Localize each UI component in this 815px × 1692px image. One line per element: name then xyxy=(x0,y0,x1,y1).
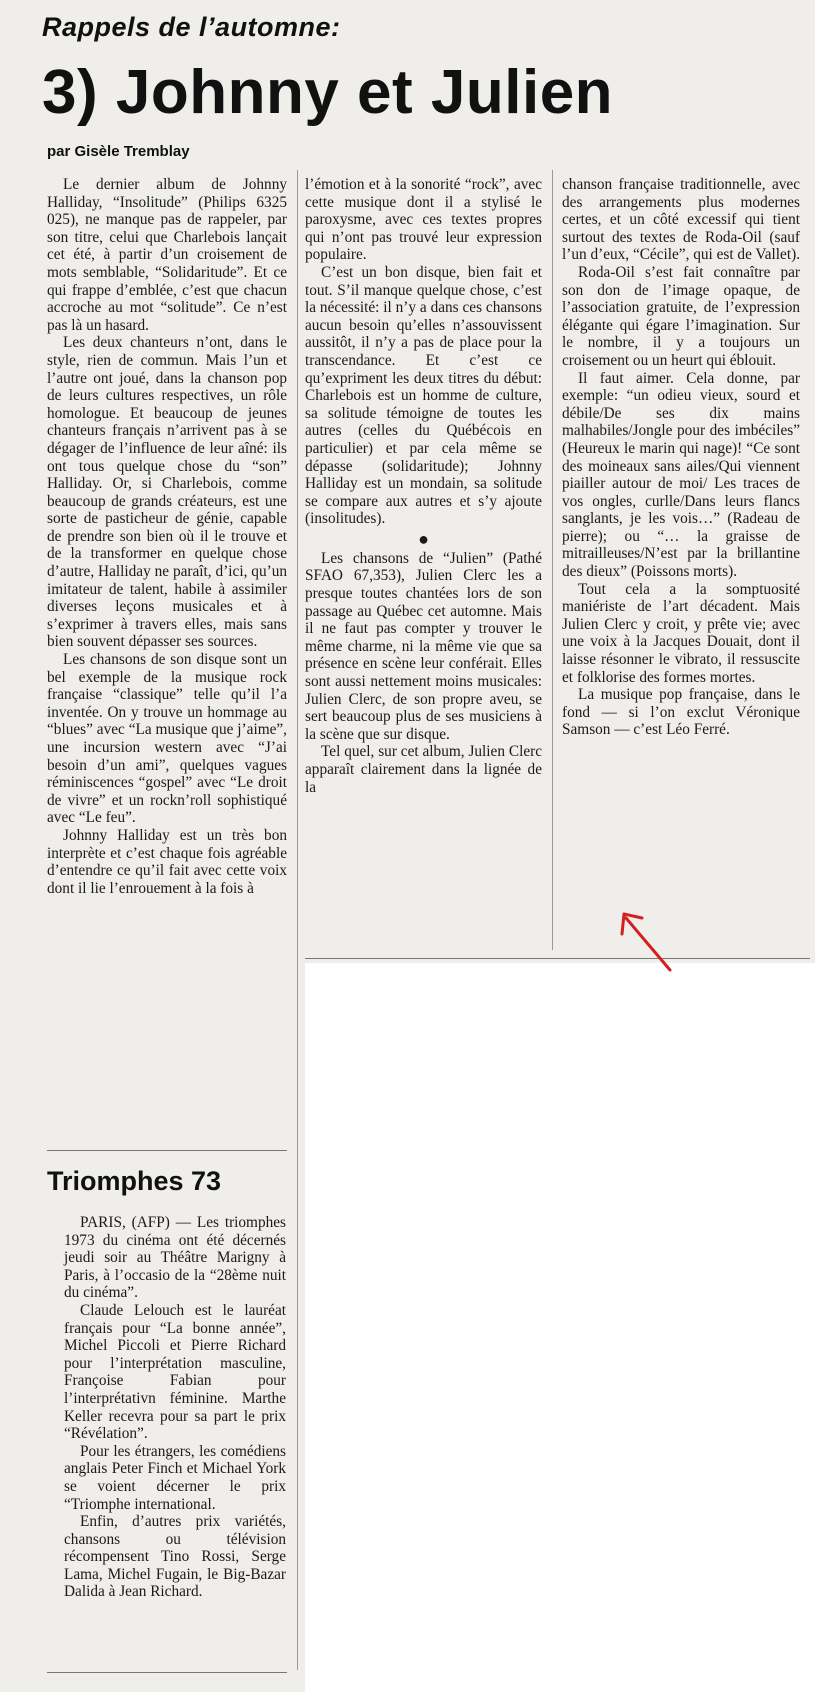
column-divider xyxy=(552,170,553,950)
brief-column xyxy=(64,1214,286,1601)
paragraph: Roda-Oil s’est fait connaître par son don de l’image opaque, de l’association gratuite, de l’expression élégante qui égare l’imagination. Sur le nombre, il y a toujours un croisement ou un heurt qui éblouit. xyxy=(562,263,800,369)
paragraph: Claude Lelouch est le lauréat français pour “La bonne année”, Michel Piccoli et Pierre Richard pour l’interprétation masculine, Françoise Fabian pour l’interprétativn féminine. Marthe Keller recevra pour sa part le prix “Révélation”. xyxy=(64,1301,286,1443)
paragraph: Tout cela a la somptuosité maniériste de l’art décadent. Mais Julien Clerc y croit, y prête vie; avec une voix à la Jacques Douait, dont il laisse résonner le vibrato, il ressuscite et folklorise des formes mortes. xyxy=(562,580,800,686)
paragraph: Les deux chanteurs n’ont, dans le style, rien de commun. Mais l’un et l’autre ont joué, dans la chanson pop de leurs cultures respectives, un rôle homologue. Et beaucoup de jeunes chanteurs français n’arrivent pas à se dégager de l’influence de leur aîné: ils ont tous quelque chose du “son” Halliday. Or, si Charlebois, comme beaucoup de grands créateurs, est une sorte de pasticheur de génie, capable de prendre son bien où il le trouve et de la transformer en quelque chose d’autre, Halliday ne paraît, d’ici, qu’un imitateur de talent, habile à assimiler diverses leçons musicales et à s’exprimer à travers elles, mais sans bien souvent dépasser ses sources. xyxy=(47,334,287,651)
paragraph: Tel quel, sur cet album, Julien Clerc apparaît clairement dans la lignée de la xyxy=(305,743,542,796)
red-arrow-icon xyxy=(618,908,678,976)
paragraph: PARIS, (AFP) — Les triomphes 1973 du cinéma ont été décernés jeudi soir au Théâtre Marigny à Paris, à l’occasio de la “28ème nuit du cinéma”. xyxy=(64,1214,286,1302)
brief-title: Triomphes 73 xyxy=(47,1166,222,1196)
paragraph: C’est un bon disque, bien fait et tout. S’il manque quelque chose, c’est la nécessité: il n’y a dans ces chansons aucun besoin qu’elles n’assouvissent aussitôt, il n’y a pas de place pour la transcendance. Et c’est ce qu’expriment les deux titres du début: Charlebois est un homme de culture, sa solitude témoigne de toutes les autres (celles du Québécois en particulier) et par cela même se dépasse (solidaritude); Johnny Halliday est un mondain, sa solitude se compare aux autres et s’y ajoute (insolitudes). xyxy=(305,263,542,528)
paragraph: chanson française traditionnelle, avec des arrangements plus modernes certes, et un côté excessif qui tient surtout des textes de Roda-Oil (sauf l’un d’eux, “Cécile”, qui est de Vallet). xyxy=(562,176,801,264)
paragraph: Le dernier album de Johnny Halliday, “Insolitude” (Philips 6325 025), ne manque pas de rappeler, par son titre, celui que Charlebois lançait cet été, à partir d’un croisement de mots semblable, “Solidaritude”. Et ce qui frappe d’emblée, c’est que chacun accroche au mot “solitude”. Ce n’est pas là un hasard. xyxy=(47,176,287,334)
article-end-rule xyxy=(305,958,810,959)
brief-top-rule xyxy=(47,1150,287,1151)
article-column-3 xyxy=(562,176,800,739)
section-bullet: ● xyxy=(418,528,429,549)
article-kicker: Rappels de l’automne: xyxy=(42,12,341,42)
paragraph: Enfin, d’autres prix variétés, chansons ou télévision récompensent Tino Rossi, Serge Lama, Michel Fugain, le Big-Bazar Dalida à Jean Richard. xyxy=(64,1513,286,1601)
paragraph: Il faut aimer. Cela donne, par exemple: “un odieu vieux, sourd et débile/De ses dix mains malhabiles/Jongle pour des imbéciles” (Heureux le marin qui nage)! “Ce sont des moineaux sans ailes/Qui viennent piailler autour de moi/ Les traces de vos ongles, curlle/Dans leurs flancs sanglants, je les vois…” (Radeau de pierre); ou “… la graisse de mitrailleuses/N’est par la brillantine des dieux” (Poissons morts). xyxy=(562,369,800,581)
column-divider xyxy=(297,170,298,1670)
article-byline: par Gisèle Tremblay xyxy=(47,143,190,160)
paragraph: Les chansons de son disque sont un bel exemple de la musique rock française “classique” telle qu’il l’a inventée. On y trouve un hommage au “blues” avec “La musique que j’aime”, une incursion western avec “J’ai besoin d’un ami”, quelques vagues réminiscences “gospel” avec “Le droit de vivre” et un rockn’roll sophistiqué avec “Le feu”. xyxy=(47,651,287,827)
brief-end-rule xyxy=(47,1672,287,1673)
paragraph: Johnny Halliday est un très bon interprète et c’est chaque fois agréable d’entendre ce qu’il fait avec cette voix dont il lie l’enrouement à la fois à xyxy=(47,826,287,897)
paragraph: l’émotion et à la sonorité “rock”, avec cette musique dont il a stylisé le paroxysme, avec ces textes propres qui n’ont pas trouvé leur expression populaire. xyxy=(305,176,542,264)
article-headline: 3) Johnny et Julien xyxy=(42,58,614,127)
paragraph: La musique pop française, dans le fond — si l’on exclut Véronique Samson — c’est Léo Ferré. xyxy=(562,686,800,739)
article-column-1 xyxy=(47,176,287,897)
paragraph: Les chansons de “Julien” (Pathé SFAO 67,353), Julien Clerc les a presque toutes chantées lors de son passage au Québec cet automne. Mais il ne faut pas compter y trouver le même charme, ni la même vie que sa présence en scène leur conférait. Elles sont aussi nettement moins musicales: Julien Clerc, de son propre aveu, se sert beaucoup plus de ses musiciens à la scène que sur disque. xyxy=(305,549,542,743)
paragraph: Pour les étrangers, les comédiens anglais Peter Finch et Michael York se voient décerner le prix “Triomphe international. xyxy=(64,1442,286,1513)
article-column-2 xyxy=(305,176,542,796)
